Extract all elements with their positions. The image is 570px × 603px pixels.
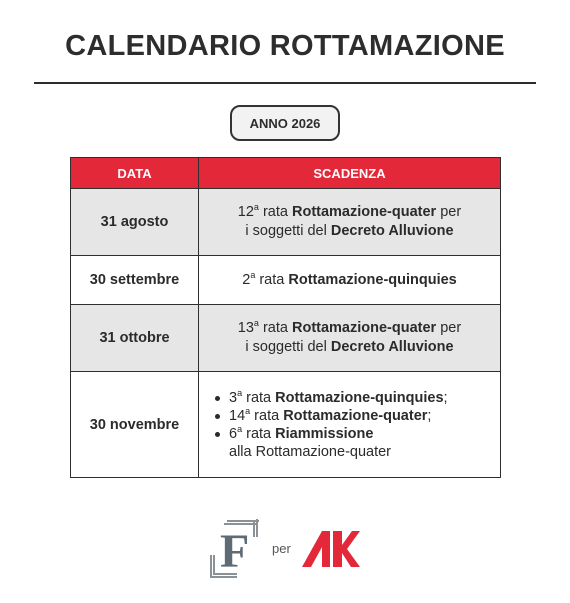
footer-logos xyxy=(0,515,570,585)
svg-text:F: F xyxy=(220,525,250,578)
row-date: 31 ottobre xyxy=(71,305,199,372)
row-description: 2$^a$ rata Rottamazione-quinquies xyxy=(199,256,501,305)
list-item: 3$^a$ rata Rottamazione-quinquies; xyxy=(213,389,500,407)
f-logo-icon xyxy=(207,515,263,579)
row-description: 12$^a$ rata Rottamazione-quater per i soggetti del Decreto Alluvione xyxy=(199,189,501,256)
installment-list xyxy=(199,389,500,461)
table-row xyxy=(71,305,501,372)
row-description xyxy=(199,372,501,478)
page-title: CALENDARIO ROTTAMAZIONE xyxy=(65,30,505,62)
table-row xyxy=(71,256,501,305)
ak-logo-icon xyxy=(302,529,360,569)
connector-text: per xyxy=(272,541,291,556)
row-date: 31 agosto xyxy=(71,189,199,256)
deadline-table xyxy=(70,157,501,478)
list-item: 6$^a$ rata Riammissione alla Rottamazione-quater xyxy=(213,425,500,461)
title-divider xyxy=(34,82,536,84)
row-description: 13$^a$ rata Rottamazione-quater per i soggetti del Decreto Alluvione xyxy=(199,305,501,372)
year-badge: ANNO 2026 xyxy=(230,105,340,141)
table-row xyxy=(71,372,501,478)
row-date: 30 novembre xyxy=(71,372,199,478)
column-header-date: DATA xyxy=(71,158,199,189)
column-header-deadline: SCADENZA xyxy=(199,158,501,189)
table-header-row xyxy=(71,158,501,189)
table-row xyxy=(71,189,501,256)
list-item: 14$^a$ rata Rottamazione-quater; xyxy=(213,407,500,425)
row-date: 30 settembre xyxy=(71,256,199,305)
